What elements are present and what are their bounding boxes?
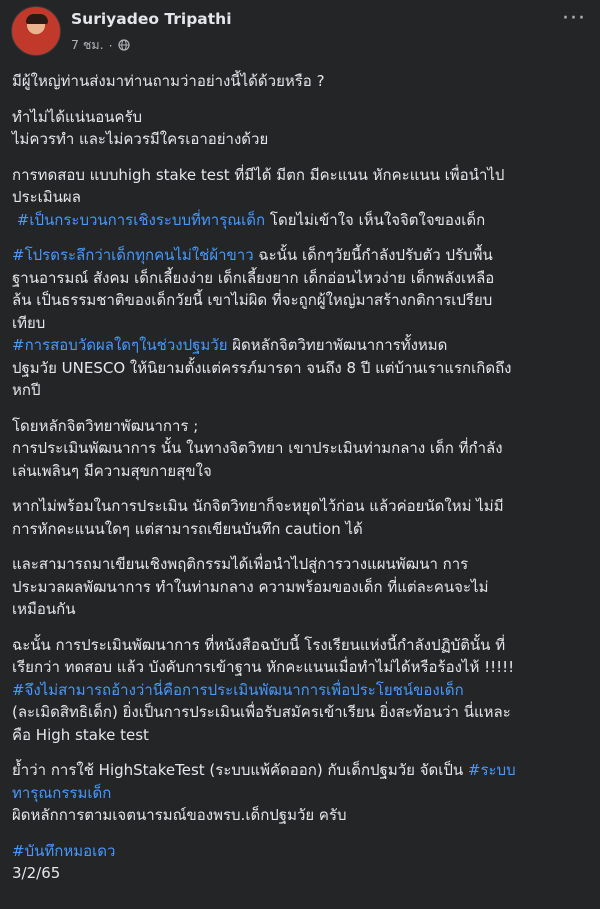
post-text-line: (ละเมิดสิทธิเด็ก) ยิ่งเป็นการประเมินเพื่อรับสมัครเข้าเรียน ยิ่งสะท้อนว่า นี่แหละ — [12, 703, 511, 721]
post-text-line: ปฐมวัย UNESCO ให้นิยามตั้งแต่ครรภ์มารดา จนถึง 8 ปี แต่บ้านเราแรกเกิดถึง — [12, 358, 512, 377]
globe-icon[interactable] — [118, 39, 130, 51]
hashtag-link[interactable]: ทารุณกรรมเด็ก — [12, 783, 112, 802]
post-text-line: การประเมินพัฒนาการ นั้น ในทางจิตวิทยา เขาประเมินท่ามกลาง เด็ก ที่กำลัง — [12, 439, 503, 457]
hashtag-link[interactable]: #เป็นกระบวนการเชิงระบบที่ทารุณเด็ก — [16, 210, 266, 229]
post-text-line — [12, 244, 590, 267]
more-horizontal-icon[interactable]: ··· — [562, 6, 586, 31]
hashtag-link[interactable]: #บันทึกหมอเดว — [12, 841, 116, 860]
post-text-line: การหักคะแนนใดๆ แต่สามารถเขียนบันทึก caution ได้ — [12, 519, 363, 538]
post-text-line: ไม่ควรทำ และไม่ควรมีใครเอาอย่างด้วย — [12, 130, 269, 148]
post-text-fragment: โดยไม่เข้าใจ เห็นใจจิตใจของเด็ก — [265, 210, 486, 229]
post-text-line: และสามารถมาเขียนเชิงพฤติกรรมได้เพื่อนำไปสู่การวางแผนพัฒนา การ — [12, 555, 469, 573]
post-date-text: 3/2/65 — [12, 864, 61, 882]
post-timestamp[interactable]: 7 ชม. — [71, 37, 104, 52]
post-text-line: ประเมินผล — [12, 188, 81, 206]
post-body — [12, 62, 590, 885]
post-text-line: มีผู้ใหญ่ท่านส่งมาท่านถามว่าอย่างนี้ได้ด้วยหรือ ? — [12, 72, 325, 90]
post-text-line: ฉะนั้น การประเมินพัฒนาการ ที่หนังสือฉบับนี้ โรงเรียนแห่งนี้กำลังปฏิบัตินั้น ที่ — [12, 635, 506, 654]
post-meta — [71, 35, 130, 55]
post-text-line: เทียบ — [12, 313, 46, 332]
post-text-line — [12, 759, 590, 782]
author-avatar[interactable] — [11, 6, 61, 56]
hashtag-link[interactable]: #การสอบวัดผลใดๆในช่วงปฐมวัย — [12, 336, 228, 354]
post-text-line: การทดสอบ แบบhigh stake test ที่มีได้ มีตก มีคะแนน หักคะแนน เพื่อนำไป — [12, 165, 505, 184]
post-text-line: โดยหลักจิตวิทยาพัฒนาการ ; — [12, 416, 199, 435]
meta-separator: · — [108, 37, 113, 53]
post-text-line: ผิดหลักการตามเจตนารมณ์ของพรบ.เด็กปฐมวัย ครับ — [12, 806, 347, 824]
post-text-line: หกปี — [12, 381, 41, 399]
post-text-line: เรียกว่า ทดสอบ แล้ว บังคับการเข้าฐาน หักคะแนนเมื่อทำไม่ได้หรือร้องไห้ !!!!! — [12, 658, 515, 676]
post-text-line — [12, 334, 590, 357]
post-text-line — [12, 209, 590, 232]
post-text-line: ประมวลผลพัฒนาการ ทำในท่ามกลาง ความพร้อมของเด็ก ที่แต่ละคนจะไม่ — [12, 577, 489, 596]
post-text-line: หากไม่พร้อมในการประเมิน นักจิตวิทยาก็จะหยุดไว้ก่อน แล้วค่อยนัดใหม่ ไม่มี — [12, 497, 504, 515]
post-text-line: ฐานอารมณ์ สังคม เด็กเลี้ยงง่าย เด็กเลี้ยงยาก เด็กอ่อนไหวง่าย เด็กพลังเหลือ — [12, 268, 495, 287]
post-text-fragment: ย้ำว่า การใช้ HighStakeTest (ระบบแพ้คัดออก) กับเด็กปฐมวัย จัดเป็น — [12, 761, 468, 779]
hashtag-link[interactable]: #โปรดระลึกว่าเด็กทุกคนไม่ใช่ผ้าขาว — [12, 246, 254, 264]
hashtag-link[interactable]: #ระบบ — [467, 761, 516, 779]
post-text-line: คือ High stake test — [12, 725, 149, 744]
post-text-line: เหมือนกัน — [12, 600, 76, 618]
post-text-line: ล้น เป็นธรรมชาติของเด็กวัยนี้ เขาไม่ผิด ที่จะถูกผู้ใหญ่มาสร้างกติการเปรียบ — [12, 291, 493, 309]
hashtag-link[interactable]: #จึงไม่สามารถอ้างว่านี่คือการประเมินพัฒนาการเพื่อประโยชน์ของเด็ก — [12, 680, 464, 699]
post-text-line: เล่นเพลินๆ มีความสุขกายสุขใจ — [12, 461, 212, 480]
post-text-fragment: ฉะนั้น เด็กๆวัยนี้กำลังปรับตัว ปรับพื้น — [253, 246, 493, 264]
post-text-fragment: ผิดหลักจิตวิทยาพัฒนาการทั้งหมด — [227, 336, 448, 354]
author-name[interactable]: Suriyadeo Tripathi — [71, 10, 232, 28]
post-text-line: ทำไม่ได้แน่นอนครับ — [12, 107, 143, 126]
